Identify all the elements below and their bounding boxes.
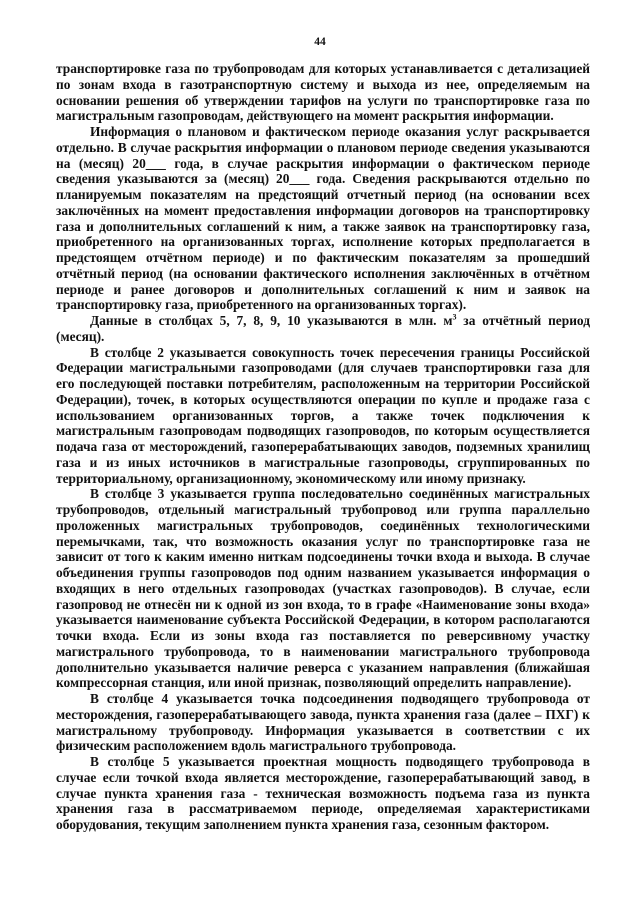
paragraph-column-3: В столбце 3 указывается группа последовательно соединённых магистральных трубопроводов, отдельный магистральный трубопровод или группа параллельно проложенных магистральных трубопроводов, соединённых технологическими перемычками, так, что возможность оказания услуг по транспортировке газа не зависит от того к каким именно ниткам подсоединены точки входа и выхода. В случае объединения группы газопроводов под одним названием указывается информация о входящих в него отдельных газопроводах (участках газопроводов). В случае, если газопровод не отнесён ни к одной из зон входа, то в графе «Наименование зоны входа» указывается наименование субъекта Российской Федерации, в котором располагаются точки входа. Если из зоны входа газ поставляется по реверсивному участку магистрального трубопровода, то в наименовании магистрального трубопровода дополнительно указывается наличие реверса с указанием направления (ближайшая компрессорная станция, или иной признак, позволяющий определить направление). xyxy=(56,486,590,691)
units-text-end: за отчётный период (месяц). xyxy=(56,313,590,344)
paragraph-column-4: В столбце 4 указывается точка подсоединения подводящего трубопровода от месторождения, газоперерабатывающего завода, пункта хранения газа (далее – ПХГ) к магистральному трубопроводу. Информация указывается в соответствии с их физическим расположением вдоль магистрального трубопровода. xyxy=(56,691,590,754)
document-body xyxy=(56,61,590,833)
paragraph-continuation: транспортировке газа по трубопроводам для которых устанавливается с детализацией по зонам входа в газотранспортную систему и выхода из нее, определяемым на основании решения об утверждении тарифов на услуги по транспортировке газа по магистральным газопроводам, действующего на момент раскрытия информации. xyxy=(56,61,590,124)
paragraph-column-2: В столбце 2 указывается совокупность точек пересечения границы Российской Федерации магистральными газопроводами (для случаев транспортировки газа для его последующей поставки потребителям, расположенным на территории Российской Федерации), точек, в которых осуществляются операции по купле и продаже газа с использованием организованных торгов, а также точек подключения к магистральным газопроводам подводящих газопроводов, по которым осуществляется подача газа от месторождений, газоперерабатывающих заводов, подземных хранилищ газа и из иных источников в магистральные газопроводы, сгруппированных по территориальному, организационному, экономическому или иному признаку. xyxy=(56,344,590,486)
paragraph-period-info: Информация о плановом и фактическом периоде оказания услуг раскрывается отдельно. В случае раскрытия информации о плановом периоде сведения указываются на (месяц) 20___ года, в случае раскрытия информации о фактическом периоде сведения указываются за (месяц) 20___ года. Сведения раскрываются отдельно по планируемым показателям на предстоящий отчетный период (на основании всех заключённых на момент предоставления информации договоров на транспортировку газа и дополнительных соглашений к ним, а также заявок на транспортировку газа, приобретенного на организованных торгах, исполнение которых предполагается в предстоящем отчётном периоде) и по фактическим показателям за прошедший отчётный период (на основании фактического исполнения заключённых в отчётном периоде и ранее договоров и дополнительных соглашений к ним и заявок на транспортировку газа, приобретенного на организованных торгах). xyxy=(56,124,590,313)
units-superscript: 3 xyxy=(452,312,457,322)
page-number: 44 xyxy=(314,36,326,48)
paragraph-units xyxy=(56,313,590,345)
paragraph-column-5: В столбце 5 указывается проектная мощность подводящего трубопровода в случае если точкой входа является месторождение, газоперерабатывающий завод, в случае пункта хранения газа - техническая возможность подъема газа из пункта хранения газа в рассматриваемом периоде, определяемая характеристиками оборудования, текущим заполнением пункта хранения газа, сезонным фактором. xyxy=(56,754,590,832)
units-text: Данные в столбцах 5, 7, 8, 9, 10 указываются в млн. м xyxy=(90,313,453,328)
